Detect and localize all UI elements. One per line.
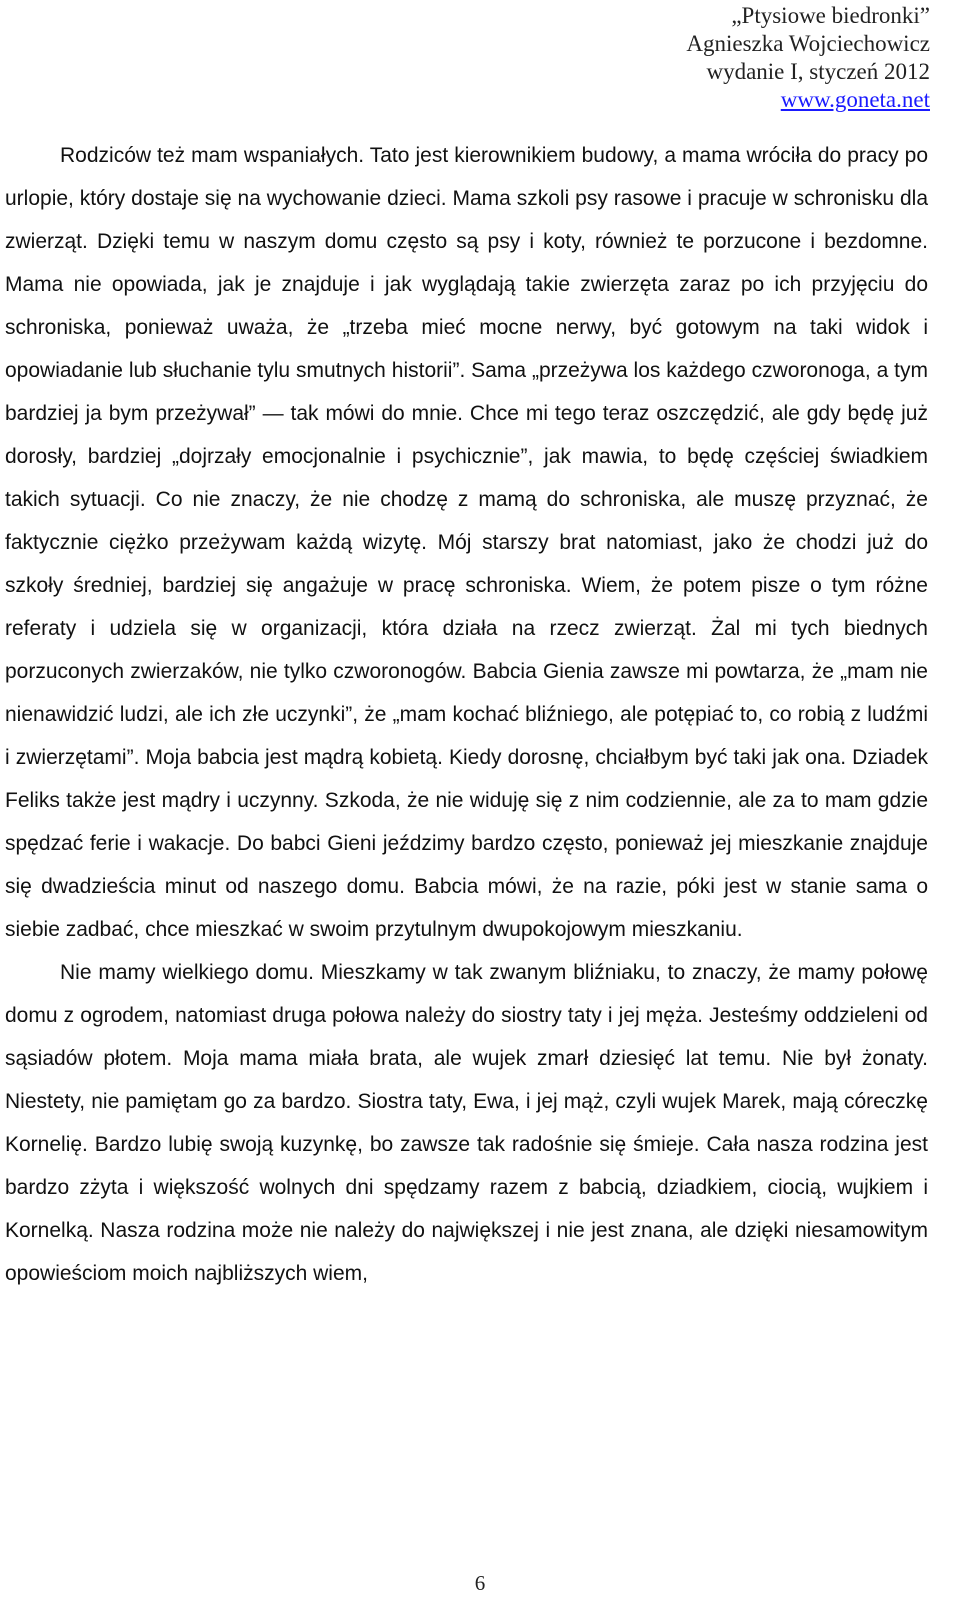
edition-info: wydanie I, styczeń 2012 — [706, 59, 930, 84]
body-paragraph: Nie mamy wielkiego domu. Mieszkamy w tak zwanym bliźniaku, to znaczy, że mamy połowę domu z ogrodem, natomiast druga połowa należy do siostry taty i jej męża. Jesteśmy oddzieleni od sąsiadów płotem. Moja mama miała brata, ale wujek zmarł dziesięć lat temu. Nie był żonaty. Niestety, nie pamiętam go za bardzo. Siostra taty, Ewa, i jej mąż, czyli wujek Marek, mają córeczkę Kornelię. Bardzo lubię swoją kuzynkę, bo zawsze tak radośnie się śmieje. Cała nasza rodzina jest bardzo zżyta i większość wolnych dni spędzamy razem z babcią, dziadkiem, ciocią, wujkiem i Kornelką. Nasza rodzina może nie należy do największej i nie jest znana, ale dzięki niesamowitym opowieściom moich najbliższych wiem, — [5, 961, 928, 1285]
document-body — [5, 134, 928, 1295]
website-link[interactable]: www.goneta.net — [780, 87, 930, 112]
body-paragraph: Rodziców też mam wspaniałych. Tato jest kierownikiem budowy, a mama wróciła do pracy po urlopie, który dostaje się na wychowanie dzieci. Mama szkoli psy rasowe i pracuje w schronisku dla zwierząt. Dzięki temu w naszym domu często są psy i koty, również te porzucone i bezdomne. Mama nie opowiada, jak je znajduje i jak wyglądają takie zwierzęta zaraz po ich przyjęciu do schroniska, ponieważ uważa, że „trzeba mieć mocne nerwy, być gotowym na taki widok i opowiadanie lub słuchanie tylu smutnych historii”. Sama „przeżywa los każdego czworonoga, a tym bardziej ja bym przeżywał” — tak mówi do mnie. Chce mi tego teraz oszczędzić, ale gdy będę już dorosły, bardziej „dojrzały emocjonalnie i psychicznie”, jak mawia, to będę częściej świadkiem takich sytuacji. Co nie znaczy, że nie chodzę z mamą do schroniska, ale muszę przyznać, że faktycznie ciężko przeżywam każdą wizytę. Mój starszy brat natomiast, jako że chodzi już do szkoły średniej, bardziej się angażuje w pracę schroniska. Wiem, że potem pisze o tym różne referaty i udziela się w organizacji, która działa na rzecz zwierząt. Żal mi tych biednych porzuconych zwierzaków, nie tylko czworonogów. Babcia Gienia zawsze mi powtarza, że „mam nie nienawidzić ludzi, ale ich złe uczynki”, że „mam kochać bliźniego, ale potępiać to, co robią z ludźmi i zwierzętami”. Moja babcia jest mądrą kobietą. Kiedy dorosnę, chciałbym być taki jak ona. Dziadek Feliks także jest mądry i uczynny. Szkoda, że nie widuję się z nim codziennie, ale za to mam gdzie spędzać ferie i wakacje. Do babci Gieni jeździmy bardzo często, ponieważ jej mieszkanie znajduje się dwadzieścia minut od naszego domu. Babcia mówi, że na razie, póki jest w stanie sama o siebie zadbać, chce mieszkać w swoim przytulnym dwupokojowym mieszkaniu. — [5, 144, 928, 941]
author-name: Agnieszka Wojciechowicz — [686, 31, 930, 56]
document-header — [430, 2, 930, 114]
book-title: „Ptysiowe biedronki” — [731, 3, 930, 28]
page-number: 6 — [474, 1571, 486, 1595]
